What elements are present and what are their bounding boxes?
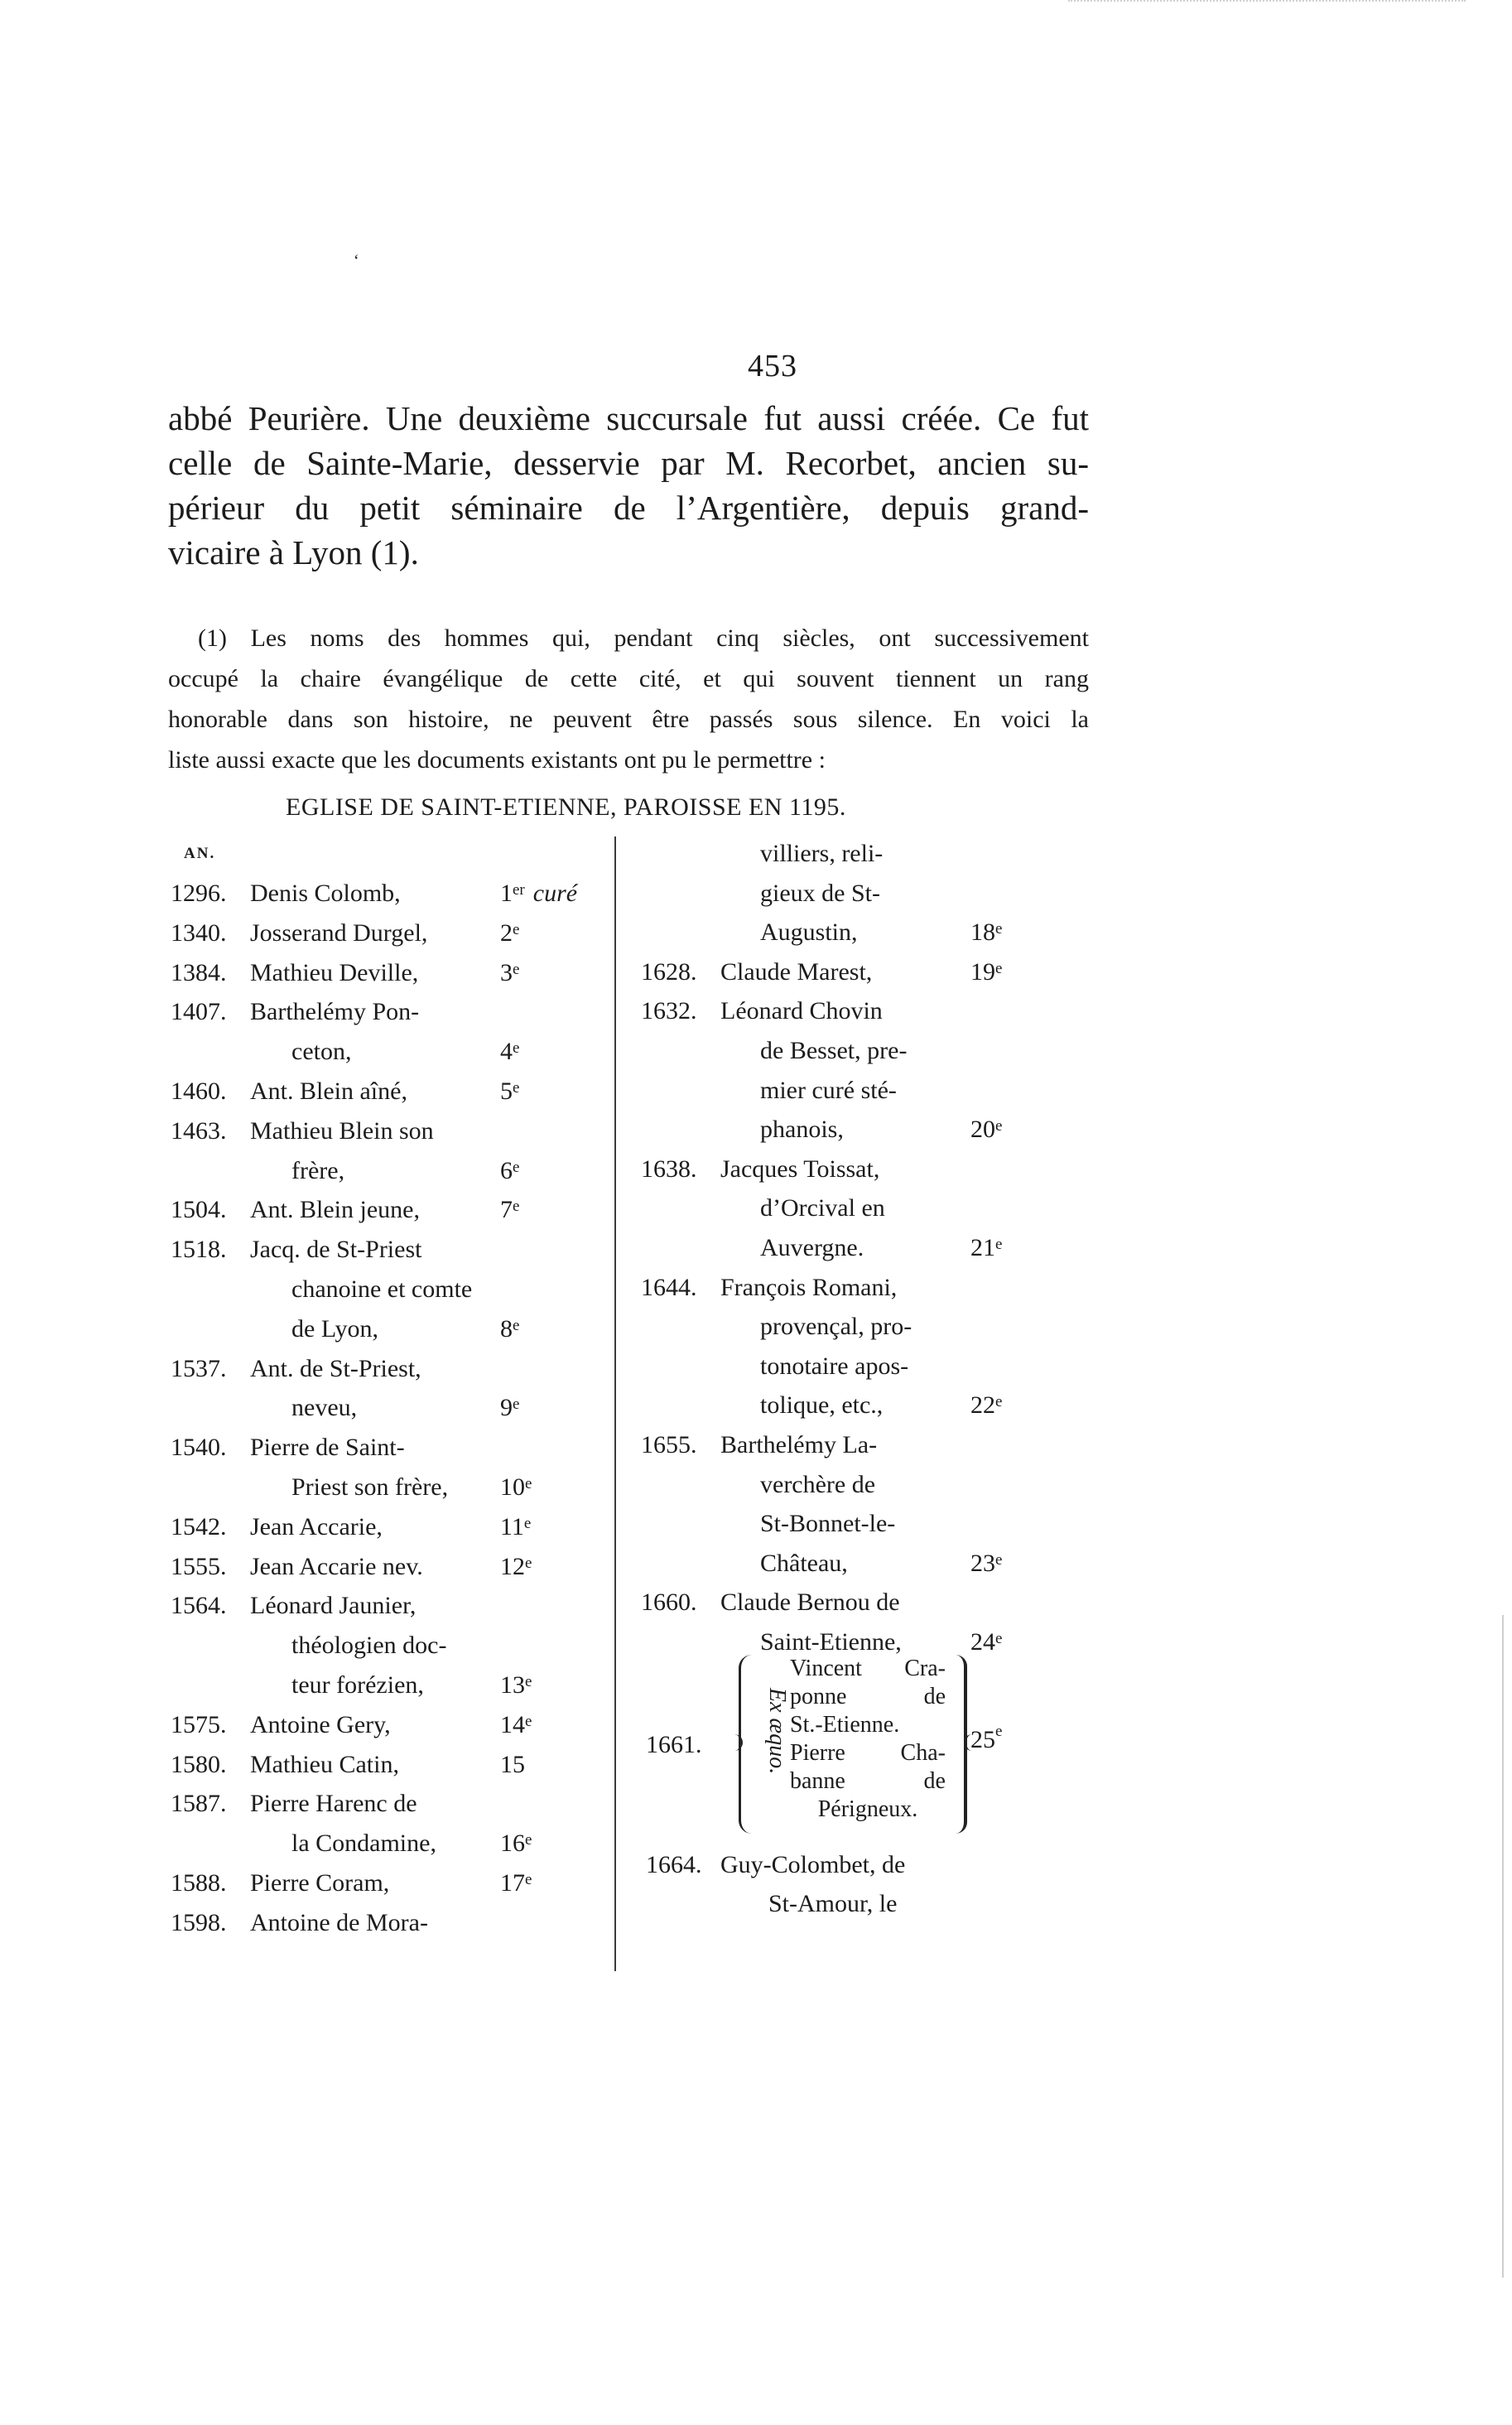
entry-line: Pierre de Saint- <box>250 1434 405 1462</box>
rank-number: 5 <box>500 1078 513 1105</box>
rank-number: 4 <box>500 1038 513 1066</box>
rank-number: 10 <box>500 1473 525 1501</box>
rank-suffix: e <box>995 920 1003 938</box>
entry-rank <box>500 953 519 992</box>
rank-suffix: e <box>523 1514 532 1532</box>
entry-year: 1644. <box>641 1273 697 1301</box>
entry-year: 1655. <box>641 1431 697 1458</box>
entry-line: Jacq. de St-Priest <box>250 1236 422 1264</box>
entry-line: teur forézien, <box>291 1671 424 1699</box>
rank-suffix: er <box>513 881 525 899</box>
entry-line: phanois, <box>760 1116 844 1144</box>
rank-number: 16 <box>500 1830 525 1858</box>
right-brace <box>952 1655 967 1834</box>
entry-rank <box>500 1309 519 1348</box>
entry-year: 1518. <box>171 1236 227 1264</box>
entry-rank <box>970 1544 1002 1583</box>
page-number: 453 <box>748 349 797 383</box>
entry-rank <box>500 1032 519 1071</box>
entry-rank <box>970 1110 1002 1149</box>
entry-line: Périgneux. <box>817 1796 918 1822</box>
entry-rank <box>500 914 519 952</box>
entry-year: 1632. <box>641 997 697 1025</box>
list-entry <box>171 1784 601 1863</box>
rank-number: 25 <box>970 1726 995 1753</box>
list-entry <box>641 952 1005 992</box>
body-line: abbé Peurière. Une deuxième succursale fut aussi créée. Ce fut <box>168 399 1089 437</box>
list-entry <box>171 1190 601 1230</box>
rank-number: 17 <box>500 1869 525 1897</box>
rank-suffix: e <box>525 1871 532 1888</box>
list-entry <box>171 1745 601 1785</box>
rank-number: 14 <box>500 1710 525 1738</box>
entry-year: 1542. <box>171 1512 227 1540</box>
rank-suffix: e <box>525 1831 532 1849</box>
entry-line: Barthelémy Pon- <box>250 998 420 1026</box>
rank-suffix: e <box>995 1723 1003 1740</box>
ex-aequo-entry <box>641 1655 1005 1839</box>
entry-line: Ant. Blein aîné, <box>250 1078 407 1105</box>
rank-suffix: e <box>513 1316 520 1334</box>
list-entry <box>171 1111 601 1191</box>
list-heading: EGLISE DE SAINT-ETIENNE, PAROISSE EN 1195. <box>286 793 846 821</box>
list-entry <box>641 1583 1005 1661</box>
entry-line: neveu, <box>291 1394 358 1422</box>
entry-line: Denis Colomb, <box>250 880 401 907</box>
entry-year: 1580. <box>171 1750 227 1778</box>
rank-suffix: e <box>995 1117 1003 1135</box>
rank-suffix: e <box>513 1079 520 1097</box>
entry-line: St-Bonnet-le- <box>760 1510 896 1538</box>
rank-number: 7 <box>500 1196 513 1224</box>
rank-suffix: e <box>995 959 1003 977</box>
entry-line: Auvergne. <box>760 1233 864 1261</box>
footnote-line: occupé la chaire évangélique de cette cité, et qui souvent tiennent un rang <box>168 665 1089 692</box>
rank-number: 13 <box>500 1671 525 1699</box>
entry-year: 1661. <box>646 1731 702 1758</box>
rank-suffix: e <box>525 1554 532 1572</box>
body-line: celle de Sainte-Marie, desservie par M. Recorbet, ancien su- <box>168 444 1089 482</box>
body-line: vicaire à Lyon (1). <box>168 533 419 571</box>
rank-number: 18 <box>970 918 995 947</box>
year-column-label: AN. <box>184 845 216 862</box>
entry-rank <box>970 1228 1002 1267</box>
entry-line: Léonard Chovin <box>720 997 883 1025</box>
left-brace <box>739 1655 754 1834</box>
list-entry <box>641 1845 1005 1928</box>
entry-line: Antoine de Mora- <box>250 1908 428 1936</box>
entry-line: frère, <box>291 1156 345 1184</box>
entry-rank <box>500 1190 519 1229</box>
entry-year: 1598. <box>171 1908 227 1936</box>
footnote <box>168 618 1089 780</box>
entry-rank <box>500 1468 532 1507</box>
list-entry <box>171 1507 601 1547</box>
ex-aequo-label: Ex æquo. <box>764 1688 790 1775</box>
list-entry <box>171 992 601 1072</box>
list-entry <box>641 1425 1005 1583</box>
entry-line: St.-Etienne. <box>790 1712 900 1738</box>
entry-line: St-Amour, le <box>768 1890 898 1917</box>
list-entry <box>171 914 601 953</box>
entry-line: provençal, pro- <box>760 1313 912 1341</box>
entry-line: ceton, <box>291 1038 352 1066</box>
rank-number: 8 <box>500 1314 513 1343</box>
entry-line: Pierre Cha- <box>790 1740 946 1766</box>
entry-line: de Besset, pre- <box>760 1036 908 1064</box>
entry-rank <box>500 1666 532 1704</box>
rank-number: 20 <box>970 1116 995 1144</box>
entry-year: 1564. <box>171 1592 227 1620</box>
rank-suffix: e <box>513 1396 520 1414</box>
entry-line: Mathieu Blein son <box>250 1116 434 1145</box>
entry-year: 1575. <box>171 1710 227 1738</box>
entry-year: 1587. <box>171 1790 227 1818</box>
footnote-line: honorable dans son histoire, ne peuvent être passés sous silence. En voici la <box>168 706 1089 733</box>
entry-line: Château, <box>760 1549 848 1577</box>
entry-line: d’Orcival en <box>760 1194 885 1222</box>
rank-suffix: e <box>525 1712 532 1730</box>
list-entry <box>171 1072 601 1111</box>
rank-note: curé <box>532 880 578 907</box>
entry-year: 1540. <box>171 1434 227 1462</box>
entry-year: 1504. <box>171 1196 227 1224</box>
rank-suffix: e <box>995 1550 1003 1569</box>
column-divider <box>614 836 616 1971</box>
entry-year: 1588. <box>171 1869 227 1897</box>
list-entry <box>641 1268 1005 1425</box>
entry-line: gieux de St- <box>760 879 880 907</box>
rank-suffix: e <box>995 1629 1003 1647</box>
rank-number: 1 <box>500 880 513 907</box>
entry-rank <box>500 1151 519 1190</box>
rank-suffix: e <box>513 1198 520 1216</box>
entry-line: ponne de <box>790 1684 946 1709</box>
entry-rank <box>970 1386 1002 1425</box>
entry-year: 1660. <box>641 1589 697 1617</box>
rank-number: 22 <box>970 1391 995 1420</box>
footnote-line: (1) Les noms des hommes qui, pendant cinq siècles, ont successivement <box>198 624 1089 652</box>
stray-mark: ‘ <box>354 252 359 270</box>
entry-line: Claude Bernou de <box>720 1589 900 1617</box>
top-edge-mark <box>1068 0 1466 3</box>
margin-edge <box>1502 1615 1504 2278</box>
list-entry <box>641 1150 1005 1268</box>
entry-line: mier curé sté- <box>760 1076 897 1104</box>
list-entry <box>171 953 601 993</box>
list-entry <box>171 874 601 914</box>
rank-number: 2 <box>500 918 513 947</box>
list-entry <box>171 1863 601 1903</box>
entry-line: verchère de <box>760 1470 876 1498</box>
entry-line: tonotaire apos- <box>760 1352 909 1380</box>
entry-line: Ant. Blein jeune, <box>250 1196 420 1224</box>
entry-line: Antoine Gery, <box>250 1710 391 1738</box>
entry-rank <box>500 1705 532 1744</box>
entry-line: François Romani, <box>720 1273 898 1301</box>
list-entry <box>171 1547 601 1587</box>
entry-rank <box>500 1388 519 1427</box>
rank-number: 6 <box>500 1156 513 1184</box>
entry-line: Mathieu Deville, <box>250 958 419 986</box>
entry-rank <box>500 1507 531 1546</box>
rank-suffix: e <box>513 1158 520 1176</box>
list-entry <box>171 1349 601 1429</box>
rank-number: 21 <box>970 1233 995 1261</box>
rank-suffix: e <box>513 920 520 938</box>
list-entry <box>641 991 1005 1149</box>
list-entry <box>171 1903 601 1943</box>
entry-year: 1384. <box>171 958 227 986</box>
entry-year: 1340. <box>171 918 227 947</box>
entry-line: Barthelémy La- <box>720 1431 878 1458</box>
entry-year: 1460. <box>171 1078 227 1105</box>
rank-number: 19 <box>970 957 995 986</box>
entry-line: Jacques Toissat, <box>720 1155 880 1183</box>
entry-rank <box>500 1745 525 1784</box>
entry-year: 1537. <box>171 1354 227 1382</box>
rank-number: 9 <box>500 1394 513 1422</box>
rank-suffix: e <box>995 1235 1003 1253</box>
list-entry <box>171 1428 601 1507</box>
entry-rank <box>970 913 1002 952</box>
body-paragraph <box>168 396 1089 575</box>
entry-line: Mathieu Catin, <box>250 1750 399 1778</box>
rank-suffix: e <box>525 1474 532 1492</box>
entry-line: Augustin, <box>760 918 858 947</box>
entry-year: 1463. <box>171 1116 227 1145</box>
rank-number: 3 <box>500 958 513 986</box>
entry-line: villiers, reli- <box>760 840 884 867</box>
entry-year: 1296. <box>171 880 227 907</box>
entry-rank <box>500 1072 519 1111</box>
entry-year: 1555. <box>171 1552 227 1580</box>
entry-year: 1664. <box>646 1851 702 1878</box>
rank-suffix: e <box>513 960 520 978</box>
rank-number: 12 <box>500 1552 525 1580</box>
entry-year: 1407. <box>171 998 227 1026</box>
entry-line: Vincent Cra- <box>790 1656 946 1681</box>
entry-line: Jean Accarie nev. <box>250 1552 423 1580</box>
entry-line: Jean Accarie, <box>250 1512 383 1540</box>
rank-number: 11 <box>500 1512 524 1540</box>
rank-suffix: e <box>513 1039 520 1058</box>
rank-number: 24 <box>970 1627 995 1656</box>
entry-line: théologien doc- <box>291 1632 447 1660</box>
entry-rank <box>500 874 577 913</box>
entry-line: Pierre Coram, <box>250 1869 390 1897</box>
entry-line: tolique, etc., <box>760 1391 884 1420</box>
entry-line: Ant. de St-Priest, <box>250 1354 421 1382</box>
list-entry <box>171 1586 601 1704</box>
entry-line: Claude Marest, <box>720 957 873 986</box>
footnote-line: liste aussi exacte que les documents existants ont pu le permettre : <box>168 746 826 774</box>
rank-suffix: e <box>525 1672 532 1690</box>
entry-line: Josserand Durgel, <box>250 918 428 947</box>
entry-rank <box>500 1824 532 1863</box>
list-entry <box>641 834 1005 952</box>
rank-number: 23 <box>970 1549 995 1577</box>
entry-line: chanoine et comte <box>291 1275 473 1303</box>
entry-rank <box>500 1863 532 1902</box>
entry-line: Léonard Jaunier, <box>250 1592 417 1620</box>
entry-line: la Condamine, <box>291 1830 436 1858</box>
rank-number: 15 <box>500 1750 525 1778</box>
list-entry <box>171 1705 601 1745</box>
entry-line: banne de <box>790 1768 946 1794</box>
body-line: périeur du petit séminaire de l’Argentière, depuis grand- <box>168 489 1089 527</box>
entry-line: Guy-Colombet, de <box>720 1851 906 1878</box>
entry-line: Priest son frère, <box>291 1473 449 1501</box>
list-entry <box>171 1230 601 1348</box>
entry-line: de Lyon, <box>291 1314 378 1343</box>
entry-year: 1638. <box>641 1155 697 1183</box>
entry-rank <box>970 952 1002 991</box>
entry-year: 1628. <box>641 957 697 986</box>
entry-line: Saint-Etienne, <box>760 1627 902 1656</box>
entry-rank <box>970 1723 1003 1754</box>
entry-line: Pierre Harenc de <box>250 1790 417 1818</box>
entry-rank <box>500 1547 532 1586</box>
rank-suffix: e <box>995 1393 1003 1411</box>
